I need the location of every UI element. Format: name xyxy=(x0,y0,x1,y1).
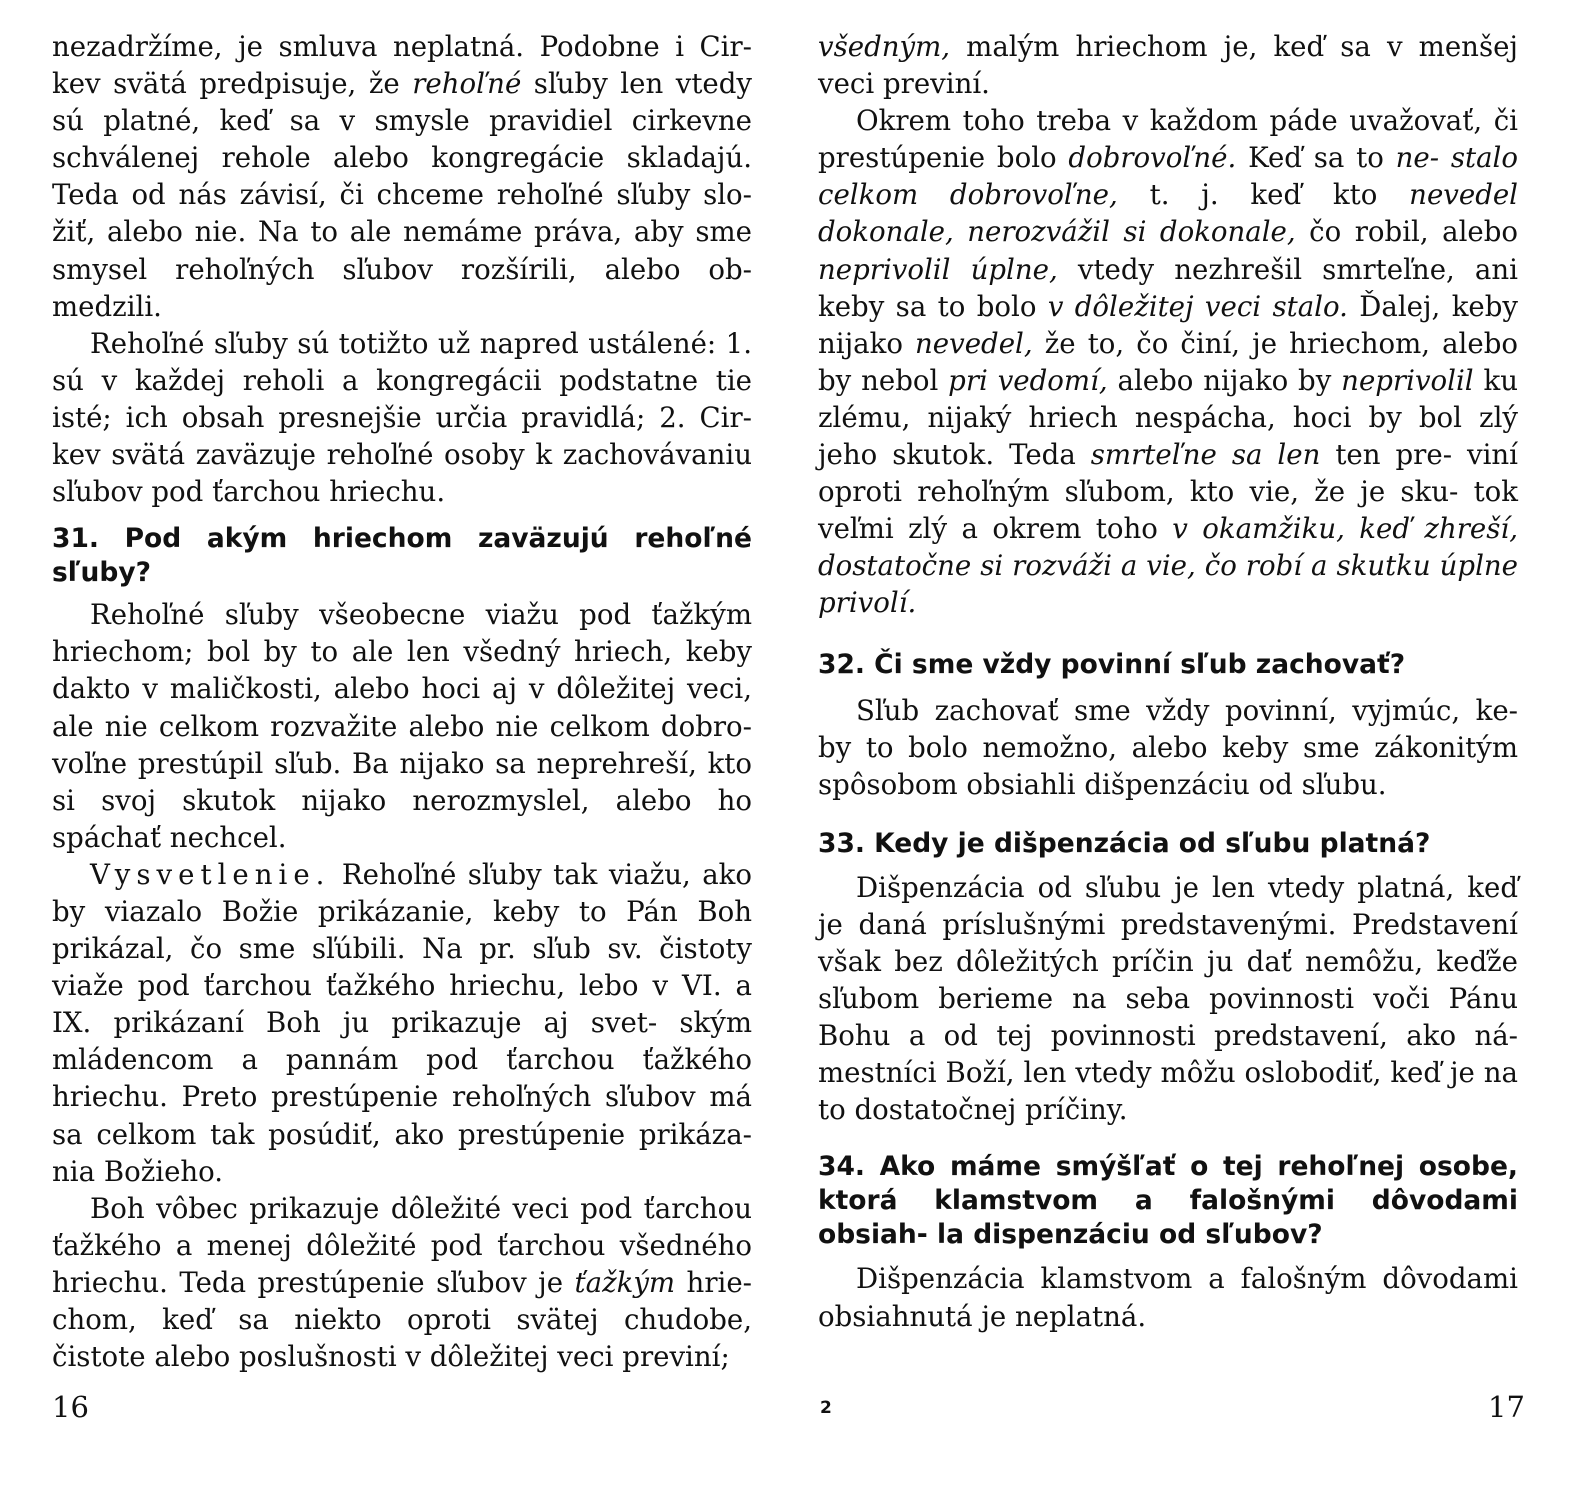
left-paragraph-1: nezadržíme, je smluva neplatná. Podobne i Cir- kev svätá predpisuje, že rehoľné sľuby len vtedy sú platné, keď sa v smysle pravidiel cirkevne schválenej rehole alebo kongregácie skladajú. Teda od nás závisí, či chceme rehoľné sľuby slo- žiť, alebo nie. Na to ale nemáme práva, aby sme smysel rehoľných sľubov rozšírili, alebo ob- medzili. xyxy=(52,30,753,323)
right-paragraph-5: Dišpenzácia klamstvom a falošným dôvodami obsiahnutá je neplatná. xyxy=(818,1262,1518,1333)
signature-mark: 2 xyxy=(820,1398,832,1418)
right-page xyxy=(818,28,1518,1335)
left-paragraph-3: Rehoľné sľuby všeobecne viažu pod ťažkým hriechom; bol by to ale len všedný hriech, keby dakto v maličkosti, alebo hoci aj v dôležitej veci, ale nie celkom rozvažite alebo nie celkom dobro- voľne prestúpil sľub. Ba nijako sa neprehreší, kto si svoj skutok nijako nerozmyslel, alebo ho spáchať nechcel. xyxy=(52,598,752,854)
left-paragraph-4: Vysvetlenie. Rehoľné sľuby tak viažu, ako by viazalo Božie prikázanie, keby to Pán Boh prikázal, čo sme sľúbili. Na pr. sľub sv. čistoty viaže pod ťarchou ťažkého hriechu, lebo v VI. a IX. prikázaní Boh ju prikazuje aj svet- ským mládencom a pannám pod ťarchou ťažkého hriechu. Preto prestúpenie rehoľných sľubov má sa celkom tak posúdiť, ako prestúpenie prikáza- nia Božieho. xyxy=(52,857,752,1188)
question-31-heading: 31. Pod akým hriechom zaväzujú rehoľné sľuby? xyxy=(52,523,752,589)
page-number-left: 16 xyxy=(52,1390,89,1424)
left-page xyxy=(52,28,752,1375)
right-paragraph-1: všedným, malým hriechom je, keď sa v menšej veci previní. xyxy=(818,30,1518,101)
question-32-heading: 32. Či sme vždy povinní sľub zachovať? xyxy=(818,648,1406,680)
page-number-right: 17 xyxy=(1488,1390,1525,1424)
left-paragraph-2: Rehoľné sľuby sú totižto už napred ustálené: 1. sú v každej reholi a kongregácii podstatne tie isté; ich obsah presnejšie určia pravidlá; 2. Cir- kev svätá zaväzuje rehoľné osoby k zachovávaniu sľubov pod ťarchou hriechu. xyxy=(52,326,752,509)
question-34-heading: 34. Ako máme smýšľať o tej rehoľnej osobe, ktorá klamstvom a falošnými dôvodami obsiah- la dispenzáciu od sľubov? xyxy=(818,1151,1518,1251)
left-paragraph-5: Boh vôbec prikazuje dôležité veci pod ťarchou ťažkého a menej dôležité pod ťarchou všedného hriechu. Teda prestúpenie sľubov je ťažkým hrie- chom, keď sa niekto oproti svätej chudobe, čistote alebo poslušnosti v dôležitej veci previní; xyxy=(52,1191,752,1374)
right-paragraph-3: Sľub zachovať sme vždy povinní, vyjmúc, ke- by to bolo nemožno, alebo keby sme zákonitým spôsobom obsiahli dišpenzáciu od sľubu. xyxy=(818,693,1518,801)
question-33-heading: 33. Kedy je dišpenzácia od sľubu platná? xyxy=(818,827,1431,859)
right-paragraph-2: Okrem toho treba v každom páde uvažovať, či prestúpenie bolo dobrovoľné. Keď sa to ne- stalo celkom dobrovoľne, t. j. keď kto nevedel dokonale, nerozvážil si dokonale, čo robil, alebo neprivolil úplne, vtedy nezhrešil smrteľne, ani keby sa to bolo v dôležitej veci stalo. Ďalej, keby nijako nevedel, že to, čo činí, je hriechom, alebo by nebol pri vedomí, alebo nijako by neprivolil ku zlému, nijaký hriech nespácha, hoci by bol zlý jeho skutok. Teda smrteľne sa len ten pre- viní oproti rehoľným sľubom, kto vie, že je sku- tok veľmi zlý a okrem toho v okamžiku, keď zhreší, dostatočne si rozváži a vie, čo robí a skutku úplne privolí. xyxy=(818,104,1519,620)
right-paragraph-4: Dišpenzácia od sľubu je len vtedy platná, keď je daná príslušnými predstavenými. Predstavení však bez dôležitých príčin ju dať nemôžu, keďže sľubom berieme na seba povinnosti voči Pánu Bohu a od tej povinnosti predstavení, ako ná- mestníci Boží, len vtedy môžu oslobodiť, keď je na to dostatočnej príčiny. xyxy=(818,870,1518,1127)
spaced-term: Vysvetlenie. xyxy=(90,857,331,891)
